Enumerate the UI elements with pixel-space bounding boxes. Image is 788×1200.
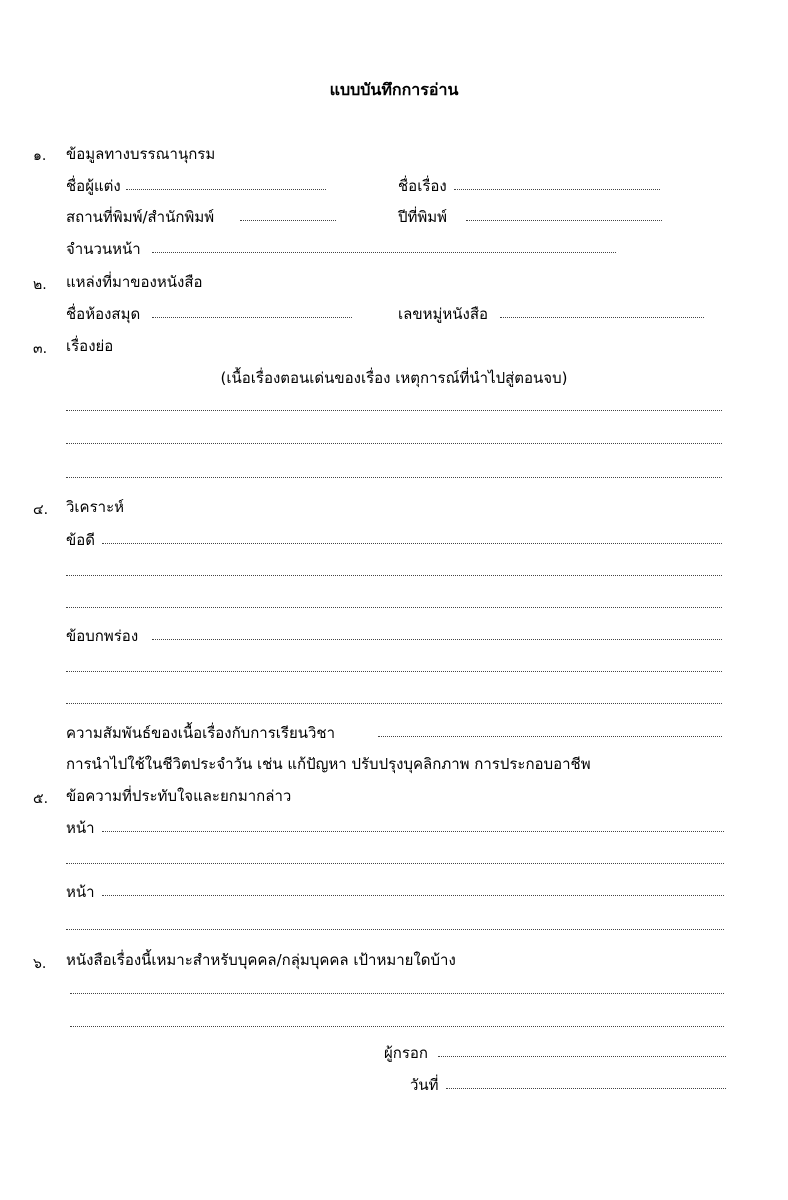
- quote-page-label-2: หน้า: [66, 883, 95, 901]
- section-6-number: ๖.: [33, 956, 47, 972]
- call-number-field[interactable]: [500, 317, 704, 318]
- cons-label: ข้อบกพร่อง: [66, 627, 139, 645]
- synopsis-hint: (เนื้อเรื่องตอนเด่นของเรื่อง เหตุการณ์ที่นำไปสู่ตอนจบ): [220, 369, 568, 387]
- quote-line-2[interactable]: [66, 863, 724, 864]
- pages-field[interactable]: [152, 252, 616, 253]
- cons-line-3[interactable]: [66, 703, 722, 704]
- publisher-field[interactable]: [240, 220, 336, 221]
- quote-line-1[interactable]: [102, 831, 724, 832]
- section-5-heading: ข้อความที่ประทับใจและยกมากล่าว: [66, 787, 292, 805]
- section-1-heading: ข้อมูลทางบรรณานุกรม: [66, 145, 216, 163]
- library-label: ชื่อห้องสมุด: [66, 305, 141, 323]
- section-5-number: ๕.: [33, 791, 49, 807]
- audience-line-2[interactable]: [70, 1026, 724, 1027]
- audience-line-1[interactable]: [70, 993, 724, 994]
- section-2-heading: แหล่งที่มาของหนังสือ: [66, 273, 203, 291]
- cons-line-2[interactable]: [66, 671, 722, 672]
- cons-line-1[interactable]: [152, 639, 722, 640]
- publisher-label: สถานที่พิมพ์/สำนักพิมพ์: [66, 208, 215, 226]
- relation-field[interactable]: [378, 736, 722, 737]
- author-label: ชื่อผู้แต่ง: [66, 177, 121, 195]
- filler-label: ผู้กรอก: [384, 1044, 429, 1062]
- date-field[interactable]: [446, 1088, 726, 1089]
- application-text: การนำไปใช้ในชีวิตประจำวัน เช่น แก้ปัญหา ปรับปรุงบุคลิกภาพ การประกอบอาชีพ: [66, 755, 591, 773]
- form-title: แบบบันทึกการอ่าน: [329, 80, 459, 99]
- pages-label: จำนวนหน้า: [66, 240, 141, 258]
- section-3-heading: เรื่องย่อ: [66, 337, 114, 355]
- year-label: ปีที่พิมพ์: [398, 208, 448, 226]
- quote-line-4[interactable]: [66, 929, 724, 930]
- synopsis-line-2[interactable]: [66, 443, 722, 444]
- section-1-number: ๑.: [33, 148, 47, 164]
- pros-line-2[interactable]: [66, 575, 722, 576]
- year-field[interactable]: [466, 220, 662, 221]
- quote-line-3[interactable]: [102, 895, 724, 896]
- story-title-field[interactable]: [454, 189, 660, 190]
- date-label: วันที่: [410, 1076, 439, 1094]
- section-6-heading: หนังสือเรื่องนี้เหมาะสำหรับบุคคล/กลุ่มบุคคล เป้าหมายใดบ้าง: [66, 951, 456, 969]
- section-2-number: ๒.: [33, 277, 47, 293]
- section-3-number: ๓.: [33, 341, 48, 357]
- synopsis-line-1[interactable]: [66, 410, 722, 411]
- author-field[interactable]: [126, 189, 326, 190]
- pros-line-3[interactable]: [66, 607, 722, 608]
- library-field[interactable]: [152, 317, 352, 318]
- quote-page-label-1: หน้า: [66, 819, 95, 837]
- section-4-number: ๔.: [33, 502, 49, 518]
- call-number-label: เลขหมู่หนังสือ: [398, 305, 488, 323]
- synopsis-line-3[interactable]: [66, 477, 722, 478]
- story-title-label: ชื่อเรื่อง: [398, 177, 447, 195]
- pros-label: ข้อดี: [66, 531, 96, 549]
- filler-field[interactable]: [438, 1056, 726, 1057]
- relation-label: ความสัมพันธ์ของเนื้อเรื่องกับการเรียนวิชา: [66, 724, 336, 742]
- pros-line-1[interactable]: [102, 543, 722, 544]
- section-4-heading: วิเคราะห์: [66, 498, 125, 516]
